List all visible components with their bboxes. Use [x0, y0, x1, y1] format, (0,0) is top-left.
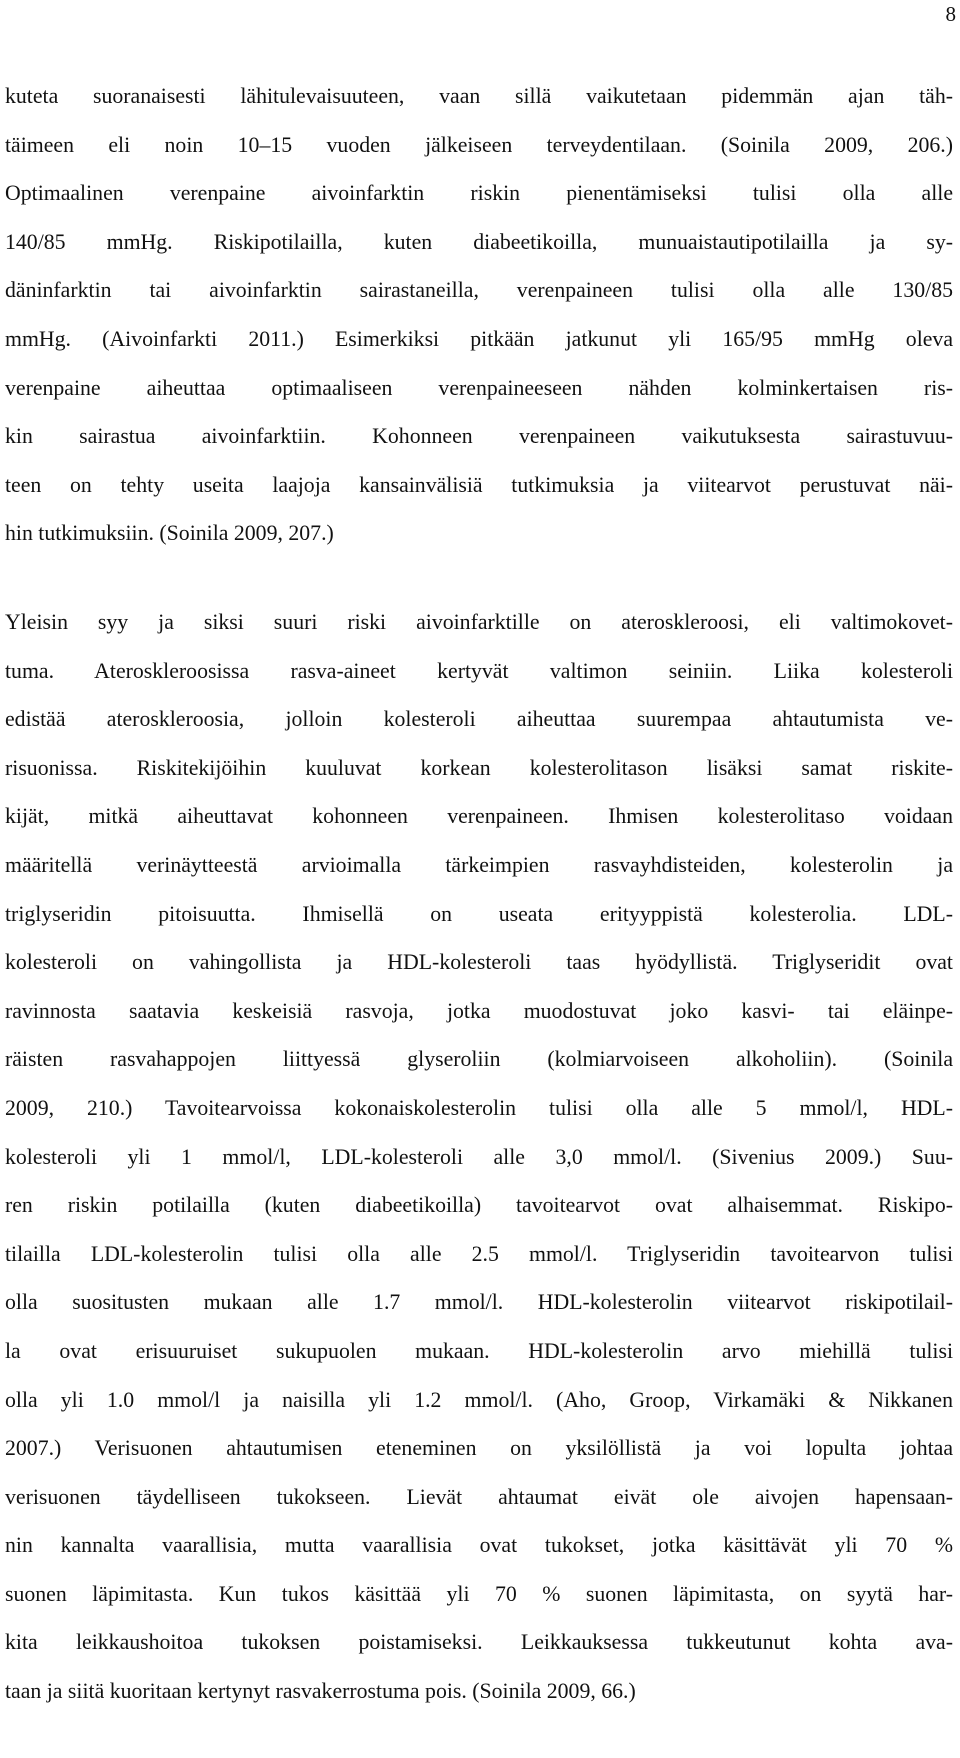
- text-line: 2007.) Verisuonen ahtautumisen eteneminen on yksilöllistä ja voi lopulta johtaa: [5, 1436, 953, 1461]
- text-line: däninfarktin tai aivoinfarktin sairastaneilla, verenpaineen tulisi olla alle 130/85: [5, 278, 953, 303]
- text-line: kijät, mitkä aiheuttavat kohonneen verenpaineen. Ihmisen kolesterolitaso voidaan: [5, 804, 953, 829]
- text-line: 2009, 210.) Tavoitearvoissa kokonaiskolesterolin tulisi olla alle 5 mmol/l, HDL-: [5, 1095, 953, 1120]
- text-line: kita leikkaushoitoa tukoksen poistamiseksi. Leikkauksessa tukkeutunut kohta ava-: [5, 1630, 953, 1655]
- text-line: kolesteroli yli 1 mmol/l, LDL-kolesteroli alle 3,0 mmol/l. (Sivenius 2009.) Suu-: [5, 1144, 953, 1169]
- text-line: hin tutkimuksiin. (Soinila 2009, 207.): [5, 521, 334, 546]
- text-line: olla suositusten mukaan alle 1.7 mmol/l. HDL-kolesterolin viitearvot riskipotilail-: [5, 1290, 953, 1315]
- text-line: tuma. Ateroskleroosissa rasva-aineet kertyvät valtimon seiniin. Liika kolesteroli: [5, 658, 953, 683]
- text-line: edistää ateroskleroosia, jolloin kolesteroli aiheuttaa suurempaa ahtautumista ve-: [5, 707, 953, 732]
- text-line: ravinnosta saatavia keskeisiä rasvoja, jotka muodostuvat joko kasvi- tai eläinpe-: [5, 998, 953, 1023]
- text-line: täimeen eli noin 10–15 vuoden jälkeiseen terveydentilaan. (Soinila 2009, 206.): [5, 132, 953, 157]
- page-number: 8: [945, 2, 956, 26]
- text-line: tilailla LDL-kolesterolin tulisi olla alle 2.5 mmol/l. Triglyseridin tavoitearvon tulisi: [5, 1241, 953, 1266]
- text-line: suonen läpimitasta. Kun tukos käsittää yli 70 % suonen läpimitasta, on syytä har-: [5, 1581, 953, 1606]
- text-line: triglyseridin pitoisuutta. Ihmisellä on useata erityyppistä kolesterolia. LDL-: [5, 901, 953, 926]
- paragraph-cholesterol: [5, 598, 953, 1716]
- text-line: 140/85 mmHg. Riskipotilailla, kuten diabeetikoilla, munuaistautipotilailla ja sy-: [5, 229, 953, 254]
- text-line: määritellä verinäytteestä arvioimalla tärkeimpien rasvayhdisteiden, kolesterolin ja: [5, 852, 953, 877]
- text-line: la ovat erisuuruiset sukupuolen mukaan. HDL-kolesterolin arvo miehillä tulisi: [5, 1338, 953, 1363]
- text-line: nin kannalta vaarallisia, mutta vaarallisia ovat tukokset, jotka käsittävät yli 70 %: [5, 1533, 953, 1558]
- text-line: räisten rasvahappojen liittyessä glyseroliin (kolmiarvoiseen alkoholiin). (Soinila: [5, 1047, 953, 1072]
- text-line: Yleisin syy ja siksi suuri riski aivoinfarktille on ateroskleroosi, eli valtimokovet-: [5, 610, 953, 634]
- text-line: kin sairastua aivoinfarktiin. Kohonneen verenpaineen vaikutuksesta sairastuvuu-: [5, 424, 953, 449]
- paragraph-blood-pressure: [5, 72, 953, 558]
- text-line: mmHg. (Aivoinfarkti 2011.) Esimerkiksi pitkään jatkunut yli 165/95 mmHg oleva: [5, 326, 953, 351]
- text-line: risuonissa. Riskitekijöihin kuuluvat korkean kolesterolitason lisäksi samat riskite-: [5, 755, 953, 780]
- text-line: olla yli 1.0 mmol/l ja naisilla yli 1.2 mmol/l. (Aho, Groop, Virkamäki & Nikkanen: [5, 1387, 953, 1412]
- text-line: Optimaalinen verenpaine aivoinfarktin riskin pienentämiseksi tulisi olla alle: [5, 181, 953, 206]
- text-line: verisuonen täydelliseen tukokseen. Lievät ahtaumat eivät ole aivojen hapensaan-: [5, 1484, 953, 1509]
- text-line: kuteta suoranaisesti lähitulevaisuuteen, vaan sillä vaikutetaan pidemmän ajan täh-: [5, 84, 953, 108]
- text-line: ren riskin potilailla (kuten diabeetikoilla) tavoitearvot ovat alhaisemmat. Riskipo-: [5, 1193, 953, 1218]
- text-line: verenpaine aiheuttaa optimaaliseen verenpaineeseen nähden kolminkertaisen ris-: [5, 375, 953, 400]
- text-line: teen on tehty useita laajoja kansainvälisiä tutkimuksia ja viitearvot perustuvat näi-: [5, 472, 953, 497]
- text-line: taan ja siitä kuoritaan kertynyt rasvakerrostuma pois. (Soinila 2009, 66.): [5, 1679, 636, 1704]
- text-line: kolesteroli on vahingollista ja HDL-kolesteroli taas hyödyllistä. Triglyseridit ovat: [5, 950, 953, 975]
